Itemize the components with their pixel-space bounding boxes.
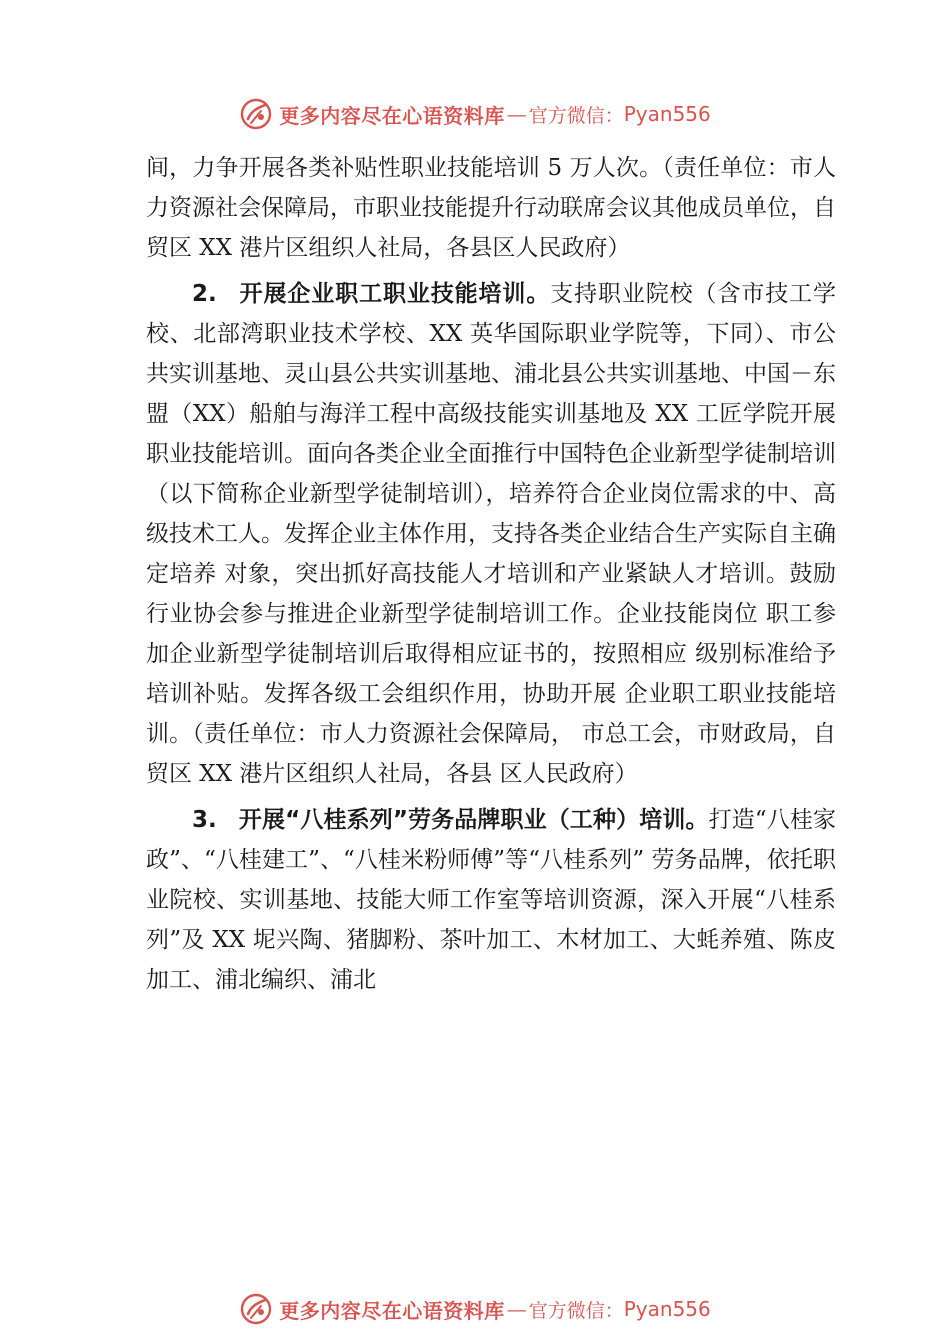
- item-2-heading: 开展企业职工职业技能培训。: [238, 281, 551, 307]
- watermark-wechat-label: 官方微信：: [528, 1299, 624, 1322]
- watermark-brand-text: 更多内容尽在心语资料库: [279, 103, 505, 128]
- brand-logo-icon: [239, 97, 273, 131]
- continued-paragraph: 间，力争开展各类补贴性职业技能培训 5 万人次。（责任单位：市人力资源社会保障局，市职业技能提升行动联席会议其他成员单位，自贸区 XX 港片区组织人社局，各县区人民政府）: [146, 155, 836, 261]
- watermark-wechat-id: Pyan556: [623, 1297, 711, 1321]
- watermark-brand-text: 更多内容尽在心语资料库: [279, 1298, 505, 1323]
- footer-watermark: [0, 1289, 950, 1329]
- item-2-body: 支持职业院校（含市技工学校、北部湾职业技术学校、XX 英华国际职业学院等，下同）、市公共实训基地、灵山县公共实训基地、浦北县公共实训基地、中国－东盟（XX）船舶与海洋工程中高级技能实训基地及 XX 工匠学院开展职业技能培训。面向各类企业全面推行中国特色企业新型学徒制培训（以下简称企业新型学徒制培训），培养符合企业岗位需求的中、高级技术工人。发挥企业主体作用，支持各类企业结合生产实际自主确定培养 对象，突出抓好高技能人才培训和产业紧缺人才培训。鼓励 行业协会参与推进企业新型学徒制培训工作。企业技能岗位 职工参加企业新型学徒制培训后取得相应证书的，按照相应 级别标准给予培训补贴。发挥各级工会组织作用，协助开展 企业职工职业技能培训。（责任单位：市人力资源社会保障局， 市总工会，市财政局，自贸区 XX 港片区组织人社局，各县 区人民政府）: [146, 281, 837, 787]
- item-3-body: 打造“八桂家政”、“八桂建工”、“八桂米粉师傅”等“八桂系列” 劳务品牌，依托职业院校、实训基地、技能大师工作室等培训资源，深入开展“八桂系列”及 XX 坭兴陶、猪脚粉、茶叶加工、木材加工、大蚝养殖、陈皮加工、浦北编织、浦北: [146, 807, 837, 993]
- brand-logo-icon: [239, 1292, 273, 1326]
- item-3-paragraph: [146, 800, 836, 1000]
- item-2-paragraph: [146, 274, 836, 794]
- watermark-separator: —: [506, 1297, 527, 1321]
- watermark-wechat-id: Pyan556: [623, 102, 711, 126]
- item-3-number: 3.: [192, 807, 217, 833]
- item-2-number: 2.: [192, 281, 217, 307]
- watermark-separator: —: [506, 102, 527, 126]
- header-watermark: [0, 94, 950, 134]
- document-body: [146, 148, 836, 1000]
- watermark-wechat-label: 官方微信：: [528, 104, 624, 127]
- item-3-heading: 开展“八桂系列”劳务品牌职业（工种）培训。: [238, 807, 709, 833]
